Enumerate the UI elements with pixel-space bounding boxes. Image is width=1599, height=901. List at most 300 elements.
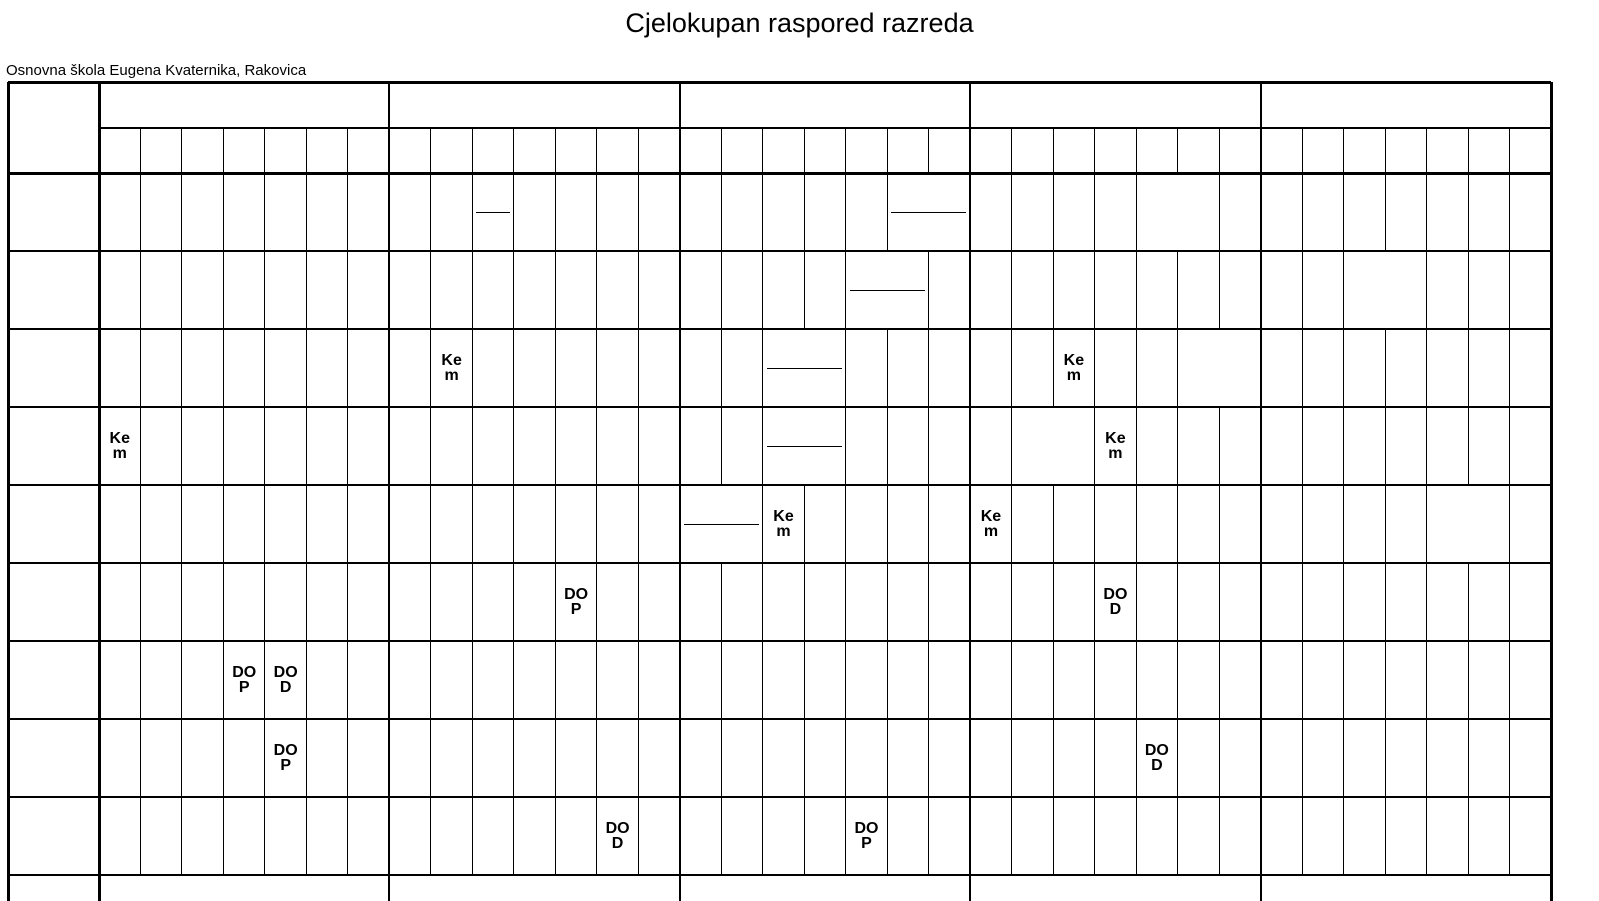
subject-cell [431, 485, 472, 563]
subject-text-line1: DO [1103, 586, 1128, 603]
subject-cell [1510, 797, 1551, 875]
subject-cell [140, 251, 181, 329]
grid-line [1136, 128, 1137, 173]
subject-cell [1136, 329, 1177, 407]
subject-cell [265, 641, 306, 719]
subject-text-line1: DO [1144, 742, 1169, 759]
subject-cell [846, 563, 887, 641]
class-label [8, 563, 99, 641]
subject-cell [763, 485, 804, 563]
subject-cell [1095, 641, 1136, 719]
class-label [8, 407, 99, 485]
subject-cell [638, 719, 679, 797]
subject-cell [472, 251, 513, 329]
subject-cell [1053, 173, 1094, 251]
subject-cell [223, 485, 264, 563]
subject-cell [1427, 719, 1468, 797]
subject-text-line1: Ke [1105, 430, 1126, 447]
grid-line [891, 212, 966, 213]
subject-cell [1178, 719, 1219, 797]
subject-cell [763, 797, 804, 875]
period-header [348, 128, 389, 173]
grid-line [1509, 128, 1510, 173]
subject-cell [680, 173, 721, 251]
subject-cell [1302, 719, 1343, 797]
split-subject-top [846, 251, 929, 290]
subject-cell [1344, 641, 1385, 719]
subject-cell [1261, 485, 1302, 563]
subject-text-line2: m [1066, 367, 1082, 384]
subject-cell [1136, 485, 1177, 563]
subject-cell [1427, 797, 1468, 875]
subject-text-line1: Ke [1063, 352, 1085, 369]
subject-cell [265, 563, 306, 641]
subject-cell [99, 251, 140, 329]
split-subject-bottom [680, 524, 763, 563]
subject-cell [763, 719, 804, 797]
subject-cell [1385, 563, 1426, 641]
subject-cell [348, 329, 389, 407]
subject-cell [1136, 719, 1177, 797]
subject-cell [929, 251, 970, 329]
subject-cell [1385, 407, 1426, 485]
subject-cell [514, 641, 555, 719]
subject-cell [514, 719, 555, 797]
split-subject-bottom [763, 368, 846, 407]
period-header [1261, 128, 1302, 173]
subject-cell [1136, 797, 1177, 875]
subject-text-line2: P [570, 601, 582, 618]
grid-line [928, 128, 929, 173]
subject-cell [306, 251, 347, 329]
school-name: Osnovna škola Eugena Kvaternika, Rakovica [6, 62, 307, 79]
grid-line [223, 128, 224, 173]
subject-cell [763, 173, 804, 251]
subject-cell [597, 797, 638, 875]
period-header [472, 128, 513, 173]
subject-cell [1261, 641, 1302, 719]
subject-cell [1344, 719, 1385, 797]
subject-cell [638, 329, 679, 407]
subject-cell [929, 407, 970, 485]
subject-cell [1468, 329, 1509, 407]
subject-cell [348, 407, 389, 485]
subject-cell [99, 719, 140, 797]
subject-cell [99, 797, 140, 875]
subject-cell [1053, 329, 1094, 407]
day-header [1261, 82, 1551, 128]
subject-cell [680, 719, 721, 797]
period-header [638, 128, 679, 173]
class-label [8, 485, 99, 563]
subject-cell [887, 329, 928, 407]
subject-cell [514, 251, 555, 329]
subject-cell [555, 251, 596, 329]
period-header [680, 128, 721, 173]
day-header [680, 82, 970, 128]
subject-cell [1219, 173, 1260, 251]
subject-cell [348, 173, 389, 251]
subject-cell [887, 719, 928, 797]
subject-cell [597, 641, 638, 719]
subject-cell [970, 173, 1011, 251]
page-title: Cjelokupan raspored razreda [625, 8, 974, 38]
grid-line [472, 128, 473, 173]
period-header [1219, 128, 1260, 173]
subject-cell [1344, 329, 1385, 407]
subject-cell [431, 251, 472, 329]
subject-cell [555, 329, 596, 407]
subject-cell [265, 329, 306, 407]
subject-cell [1095, 251, 1136, 329]
subject-cell [182, 251, 223, 329]
subject-cell [348, 641, 389, 719]
grid-line [762, 128, 763, 173]
subject-cell [1385, 719, 1426, 797]
subject-cell [140, 563, 181, 641]
subject-cell [1344, 797, 1385, 875]
subject-text-line1: Ke [441, 352, 462, 369]
subject-cell [1385, 173, 1426, 251]
subject-cell [1178, 563, 1219, 641]
subject-cell [638, 485, 679, 563]
subject-cell [223, 407, 264, 485]
subject-cell [348, 797, 389, 875]
subject-text-line2: m [776, 523, 791, 540]
subject-cell [265, 485, 306, 563]
subject-cell [1095, 485, 1136, 563]
subject-cell [804, 563, 845, 641]
grid-line [1426, 128, 1427, 173]
subject-cell [265, 407, 306, 485]
subject-cell [638, 251, 679, 329]
subject-cell [306, 641, 347, 719]
subject-cell [1468, 641, 1509, 719]
subject-cell [1302, 797, 1343, 875]
subject-cell [1385, 485, 1426, 563]
grid-line [887, 128, 888, 173]
subject-cell [99, 563, 140, 641]
split-subject-top [472, 173, 513, 212]
subject-cell [472, 485, 513, 563]
subject-cell [1095, 329, 1136, 407]
subject-cell [389, 329, 430, 407]
subject-cell [597, 407, 638, 485]
grid-line [306, 128, 307, 173]
subject-cell [846, 485, 887, 563]
subject-cell [929, 719, 970, 797]
subject-cell [721, 719, 762, 797]
split-subject-bottom [763, 446, 846, 485]
subject-cell [970, 797, 1011, 875]
subject-cell [472, 407, 513, 485]
subject-cell [1468, 407, 1509, 485]
grid-line [1468, 128, 1469, 173]
period-header [1427, 128, 1468, 173]
subject-cell [1178, 797, 1219, 875]
subject-cell [1468, 719, 1509, 797]
subject-cell [99, 485, 140, 563]
subject-cell [1095, 173, 1136, 251]
subject-text-line1: Ke [980, 508, 1002, 525]
subject-cell [680, 329, 721, 407]
subject-cell [1178, 641, 1219, 719]
subject-cell [1178, 251, 1219, 329]
subject-cell [472, 719, 513, 797]
subject-cell [389, 407, 430, 485]
subject-cell [597, 563, 638, 641]
subject-cell [1261, 329, 1302, 407]
subject-cell [472, 563, 513, 641]
subject-cell [1385, 797, 1426, 875]
subject-cell [970, 719, 1011, 797]
subject-cell [804, 485, 845, 563]
subject-cell [763, 251, 804, 329]
subject-cell [265, 173, 306, 251]
subject-cell [1510, 719, 1551, 797]
subject-text-line1: Ke [773, 508, 794, 525]
subject-cell [223, 173, 264, 251]
period-header [1385, 128, 1426, 173]
subject-cell [1219, 719, 1260, 797]
subject-cell [638, 563, 679, 641]
subject-text-line2: D [279, 679, 292, 696]
subject-cell [1510, 329, 1551, 407]
subject-cell [431, 407, 472, 485]
subject-cell [1261, 719, 1302, 797]
grid-line [430, 128, 431, 173]
subject-cell [1302, 173, 1343, 251]
subject-cell [389, 251, 430, 329]
subject-cell [638, 797, 679, 875]
subject-cell [1510, 563, 1551, 641]
class-label [8, 329, 99, 407]
subject-cell [1012, 641, 1053, 719]
split-subject-bottom [887, 212, 970, 251]
period-header [1344, 128, 1385, 173]
subject-cell [680, 641, 721, 719]
subject-cell [389, 719, 430, 797]
subject-cell [1095, 407, 1136, 485]
subject-cell [265, 719, 306, 797]
subject-cell [306, 173, 347, 251]
period-header [1302, 128, 1343, 173]
subject-cell [99, 173, 140, 251]
subject-text-line2: D [1109, 601, 1122, 618]
subject-cell [223, 329, 264, 407]
subject-cell [431, 329, 472, 407]
subject-cell [597, 719, 638, 797]
subject-cell [638, 173, 679, 251]
subject-cell [1136, 407, 1177, 485]
subject-cell [1261, 797, 1302, 875]
subject-text-line1: DO [273, 742, 298, 759]
subject-cell [389, 797, 430, 875]
split-subject-bottom [472, 212, 513, 251]
subject-cell [389, 485, 430, 563]
subject-cell [1261, 173, 1302, 251]
subject-cell [929, 485, 970, 563]
subject-cell [140, 407, 181, 485]
period-header [306, 128, 347, 173]
subject-cell [514, 407, 555, 485]
subject-cell [1468, 797, 1509, 875]
subject-cell [1053, 485, 1094, 563]
subject-cell [223, 719, 264, 797]
subject-text-line2: D [1151, 757, 1163, 774]
subject-cell [555, 719, 596, 797]
subject-cell [1136, 563, 1177, 641]
subject-cell [1302, 251, 1343, 329]
subject-cell [1136, 641, 1177, 719]
period-header [846, 128, 887, 173]
subject-cell [1468, 173, 1509, 251]
grid-line [1219, 128, 1220, 173]
subject-cell [140, 329, 181, 407]
period-header [223, 128, 264, 173]
subject-cell [597, 173, 638, 251]
subject-cell [1344, 563, 1385, 641]
subject-cell [223, 797, 264, 875]
grid-line [767, 446, 842, 447]
period-header [265, 128, 306, 173]
subject-cell [348, 251, 389, 329]
subject-cell [1095, 719, 1136, 797]
grid-line [181, 128, 182, 173]
period-header [804, 128, 845, 173]
subject-cell [638, 407, 679, 485]
period-header [182, 128, 223, 173]
subject-cell [1510, 407, 1551, 485]
subject-cell [1012, 329, 1053, 407]
subject-cell [1178, 329, 1261, 407]
period-header [970, 128, 1011, 173]
subject-cell [846, 641, 887, 719]
subject-cell [514, 485, 555, 563]
subject-cell [804, 797, 845, 875]
subject-cell [99, 407, 140, 485]
subject-text-line1: DO [854, 820, 879, 837]
subject-cell [1219, 485, 1260, 563]
subject-cell [680, 563, 721, 641]
subject-cell [597, 251, 638, 329]
subject-cell [1344, 173, 1385, 251]
subject-text-line2: P [280, 757, 292, 774]
subject-cell [1427, 407, 1468, 485]
subject-cell [680, 797, 721, 875]
subject-cell [431, 797, 472, 875]
subject-cell [970, 563, 1011, 641]
split-subject-top [763, 329, 846, 368]
subject-cell [431, 563, 472, 641]
subject-cell [970, 329, 1011, 407]
subject-cell [348, 485, 389, 563]
period-header [1012, 128, 1053, 173]
subject-cell [929, 641, 970, 719]
subject-text-line1: DO [273, 664, 298, 681]
subject-cell [182, 641, 223, 719]
subject-cell [721, 329, 762, 407]
subject-cell [182, 329, 223, 407]
subject-cell [1012, 563, 1053, 641]
subject-cell [348, 719, 389, 797]
subject-text-line2: m [444, 367, 459, 384]
subject-cell [970, 251, 1011, 329]
class-label [8, 641, 99, 719]
subject-cell [140, 485, 181, 563]
period-header [514, 128, 555, 173]
subject-cell [1219, 563, 1260, 641]
subject-cell [721, 407, 762, 485]
subject-cell [1261, 407, 1302, 485]
subject-cell [680, 251, 721, 329]
subject-cell [182, 797, 223, 875]
period-header [431, 128, 472, 173]
period-header [1510, 128, 1551, 173]
subject-cell [306, 797, 347, 875]
subject-cell [1302, 407, 1343, 485]
subject-cell [1427, 563, 1468, 641]
subject-cell [1427, 173, 1468, 251]
split-subject-top [680, 485, 763, 524]
subject-cell [1095, 563, 1136, 641]
subject-cell [1344, 485, 1385, 563]
subject-cell [140, 641, 181, 719]
day-header [99, 82, 389, 128]
period-header [1178, 128, 1219, 173]
subject-cell [389, 641, 430, 719]
grid-line [804, 128, 805, 173]
period-header [389, 128, 430, 173]
grid-line [850, 290, 925, 291]
subject-cell [1261, 563, 1302, 641]
subject-cell [597, 485, 638, 563]
grid-line [347, 128, 348, 173]
subject-cell [1012, 485, 1053, 563]
subject-cell [970, 407, 1011, 485]
subject-text-line2: D [611, 835, 624, 852]
subject-cell [182, 563, 223, 641]
subject-cell [140, 173, 181, 251]
grid-line [513, 128, 514, 173]
period-header [1095, 128, 1136, 173]
grid-line [638, 128, 639, 173]
subject-cell [597, 329, 638, 407]
subject-cell [721, 173, 762, 251]
subject-cell [846, 797, 887, 875]
subject-cell [1219, 251, 1260, 329]
subject-cell [1302, 563, 1343, 641]
subject-cell [1178, 407, 1219, 485]
grid-line [1385, 128, 1386, 173]
subject-cell [846, 719, 887, 797]
grid-line [767, 368, 842, 369]
subject-text-line2: m [1108, 445, 1123, 462]
subject-cell [1427, 251, 1468, 329]
subject-cell [721, 563, 762, 641]
grid-line [596, 128, 597, 173]
subject-cell [804, 251, 845, 329]
grid-line [476, 212, 509, 213]
subject-cell [1385, 329, 1426, 407]
subject-text-line1: DO [564, 586, 589, 603]
subject-cell [1178, 485, 1219, 563]
grid-line [1011, 128, 1012, 173]
subject-cell [514, 173, 555, 251]
period-header [721, 128, 762, 173]
subject-cell [514, 563, 555, 641]
subject-cell [804, 719, 845, 797]
